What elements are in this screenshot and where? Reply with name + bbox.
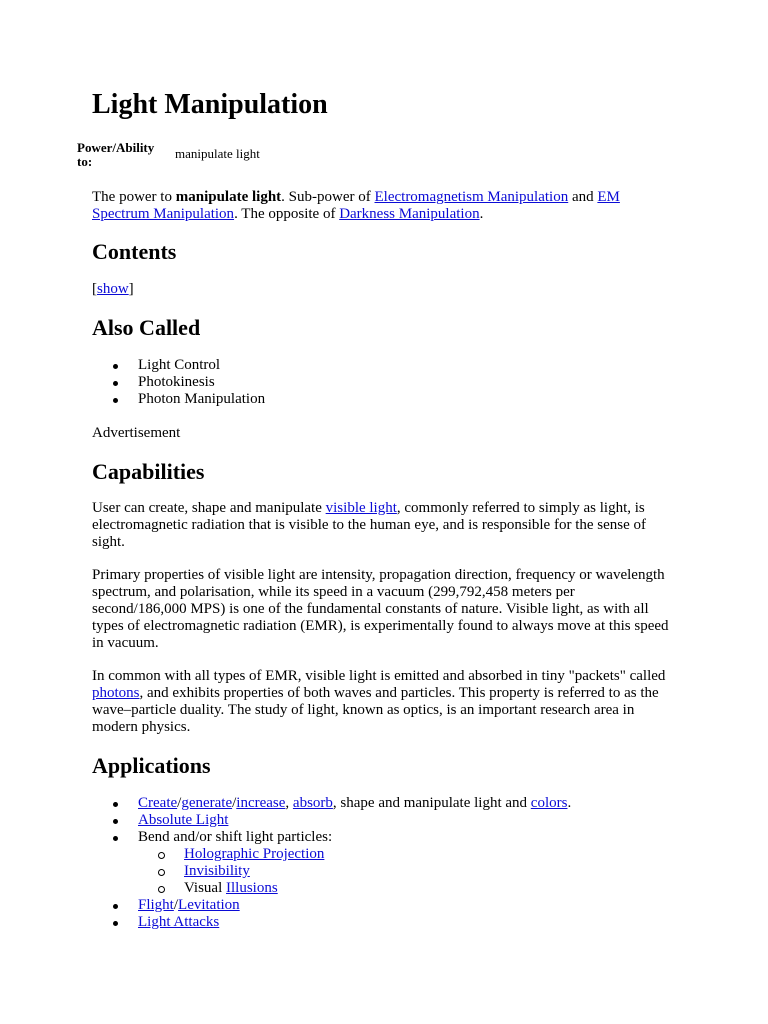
list-item bbox=[92, 914, 652, 931]
also-called-list bbox=[92, 357, 652, 408]
page-title: Light Manipulation bbox=[92, 89, 328, 120]
advertisement-label: Advertisement bbox=[92, 425, 181, 441]
list-item bbox=[138, 863, 652, 880]
link-increase[interactable]: increase bbox=[236, 795, 286, 811]
list-item: Photon Manipulation bbox=[92, 391, 652, 408]
contents-heading: Contents bbox=[92, 239, 177, 264]
contents-toggle: [show] bbox=[92, 281, 134, 297]
show-contents-link[interactable]: show bbox=[97, 281, 129, 297]
capabilities-paragraph-1: User can create, shape and manipulate visible light, commonly referred to simply as light, is electromagnetic radiation that is visible to the human eye, and is responsible for the sense of sight. bbox=[92, 500, 647, 550]
intro-bold-term: manipulate light bbox=[175, 189, 282, 205]
link-invisibility[interactable]: Invisibility bbox=[184, 863, 250, 879]
link-visible-light[interactable]: visible light bbox=[325, 500, 397, 516]
sub-list bbox=[138, 846, 652, 897]
power-ability-value: manipulate light bbox=[175, 146, 260, 161]
link-photons[interactable]: photons bbox=[92, 685, 140, 701]
applications-heading: Applications bbox=[92, 753, 211, 778]
link-absorb[interactable]: absorb bbox=[292, 795, 333, 811]
link-light-attacks[interactable]: Light Attacks bbox=[138, 914, 220, 930]
link-holographic-projection[interactable]: Holographic Projection bbox=[184, 846, 325, 862]
power-ability-label: Power/Ability to: bbox=[77, 140, 155, 169]
list-item: Create/generate/increase, absorb, shape and manipulate light and colors. bbox=[92, 795, 652, 812]
link-absolute-light[interactable]: Absolute Light bbox=[138, 812, 229, 828]
link-illusions[interactable]: Illusions bbox=[226, 880, 278, 896]
link-colors[interactable]: colors bbox=[530, 795, 568, 811]
list-item: Light Control bbox=[92, 357, 652, 374]
link-generate[interactable]: generate bbox=[181, 795, 233, 811]
link-em-spectrum-manipulation[interactable]: EM Spectrum Manipulation bbox=[92, 189, 620, 222]
list-item: Flight/Levitation bbox=[92, 897, 652, 914]
capabilities-heading: Capabilities bbox=[92, 459, 205, 484]
link-flight[interactable]: Flight bbox=[138, 897, 174, 913]
list-item bbox=[92, 812, 652, 829]
also-called-heading: Also Called bbox=[92, 315, 201, 340]
intro-paragraph: The power to manipulate light. Sub-power of Electromagnetism Manipulation and EM Spectrum Manipulation. The opposite of Darkness Manipulation. bbox=[92, 189, 620, 222]
capabilities-paragraph-3: In common with all types of EMR, visible light is emitted and absorbed in tiny "packets" called photons, and exhibits properties of both waves and particles. This property is referred to as the wave–particle duality. The study of light, known as optics, is an important research area in modern physics. bbox=[92, 668, 666, 735]
link-electromagnetism-manipulation[interactable]: Electromagnetism Manipulation bbox=[374, 189, 569, 205]
applications-list bbox=[92, 795, 652, 931]
list-item: Photokinesis bbox=[92, 374, 652, 391]
list-item: Visual Illusions bbox=[138, 880, 652, 897]
link-levitation[interactable]: Levitation bbox=[178, 897, 240, 913]
capabilities-paragraph-2: Primary properties of visible light are intensity, propagation direction, frequency or wavelength spectrum, and polarisation, while its speed in a vacuum (299,792,458 meters per second/186,000 MPS) is one of the fundamental constants of nature. Visible light, as with all types of electromagnetic radiation (EMR), is experimentally found to always move at this speed in vacuum. bbox=[92, 567, 669, 651]
list-item: Bend and/or shift light particles: Holographic Projection Invisibility Visual Illusions bbox=[92, 829, 652, 897]
link-darkness-manipulation[interactable]: Darkness Manipulation bbox=[339, 206, 480, 222]
link-create[interactable]: Create bbox=[138, 795, 178, 811]
list-item bbox=[138, 846, 652, 863]
